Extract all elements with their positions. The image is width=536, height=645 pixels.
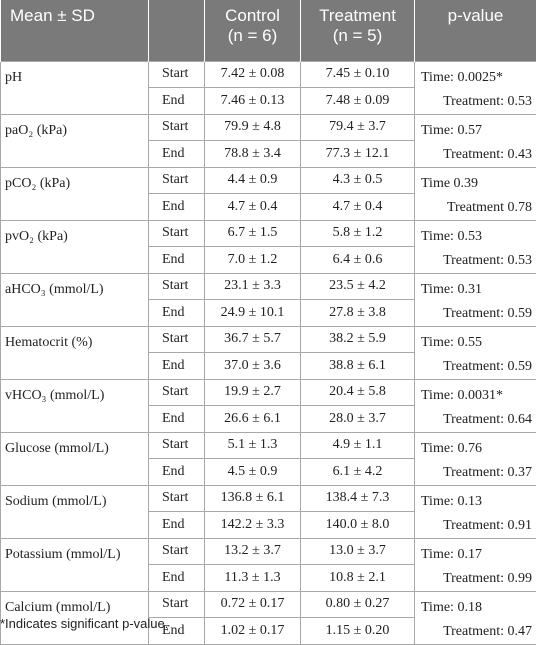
control-start-value: 19.9 ± 2.7 — [205, 379, 301, 406]
control-start-value: 13.2 ± 3.7 — [205, 538, 301, 565]
table-row — [1, 273, 536, 300]
p-treatment: Treatment: 0.59 — [421, 355, 532, 379]
p-treatment: Treatment: 0.47 — [421, 620, 532, 644]
header-condition — [149, 0, 205, 61]
treatment-start-value: 4.9 ± 1.1 — [301, 432, 415, 459]
footnote: *Indicates significant p-value. — [0, 616, 168, 631]
p-treatment: Treatment 0.78 — [421, 196, 532, 220]
header-mean-sd: Mean ± SD — [1, 0, 149, 61]
control-end-value: 7.46 ± 0.13 — [205, 88, 301, 115]
p-treatment: Treatment: 0.43 — [421, 143, 532, 167]
control-start-value: 36.7 ± 5.7 — [205, 326, 301, 353]
control-end-value: 11.3 ± 1.3 — [205, 565, 301, 592]
p-time: Time: 0.55 — [421, 331, 532, 355]
condition-start: Start — [149, 61, 205, 88]
control-end-value: 142.2 ± 3.3 — [205, 512, 301, 539]
p-time: Time: 0.76 — [421, 437, 532, 461]
treatment-end-value: 6.4 ± 0.6 — [301, 247, 415, 274]
condition-end: End — [149, 88, 205, 115]
header-treatment-n: (n = 5) — [307, 26, 408, 46]
p-treatment: Treatment: 0.53 — [421, 249, 532, 273]
treatment-start-value: 0.80 ± 0.27 — [301, 591, 415, 618]
table-row — [1, 61, 536, 88]
variable-cell: Glucose (mmol/L) — [1, 432, 149, 485]
condition-end: End — [149, 565, 205, 592]
condition-start: Start — [149, 432, 205, 459]
treatment-start-value: 13.0 ± 3.7 — [301, 538, 415, 565]
control-end-value: 7.0 ± 1.2 — [205, 247, 301, 274]
table-row — [1, 114, 536, 141]
p-time: Time: 0.0031* — [421, 384, 532, 408]
p-time: Time: 0.13 — [421, 490, 532, 514]
treatment-start-value: 4.3 ± 0.5 — [301, 167, 415, 194]
variable-cell: pvO₂ (kPa) — [1, 220, 149, 273]
condition-end: End — [149, 247, 205, 274]
table-row — [1, 326, 536, 353]
variable-cell: Sodium (mmol/L) — [1, 485, 149, 538]
p-value-cell — [415, 61, 536, 114]
header-p-value: p-value — [415, 0, 536, 61]
table-row — [1, 432, 536, 459]
control-end-value: 26.6 ± 6.1 — [205, 406, 301, 433]
treatment-start-value: 38.2 ± 5.9 — [301, 326, 415, 353]
control-start-value: 6.7 ± 1.5 — [205, 220, 301, 247]
condition-start: Start — [149, 114, 205, 141]
variable-cell: aHCO₃ (mmol/L) — [1, 273, 149, 326]
treatment-start-value: 79.4 ± 3.7 — [301, 114, 415, 141]
header-treatment — [301, 0, 415, 61]
condition-end: End — [149, 618, 205, 645]
control-start-value: 79.9 ± 4.8 — [205, 114, 301, 141]
condition-end: End — [149, 406, 205, 433]
control-end-value: 4.7 ± 0.4 — [205, 194, 301, 221]
condition-end: End — [149, 512, 205, 539]
p-time: Time 0.39 — [421, 172, 532, 196]
control-start-value: 4.4 ± 0.9 — [205, 167, 301, 194]
treatment-start-value: 20.4 ± 5.8 — [301, 379, 415, 406]
condition-start: Start — [149, 220, 205, 247]
p-time: Time: 0.53 — [421, 225, 532, 249]
p-treatment: Treatment: 0.91 — [421, 514, 532, 538]
treatment-end-value: 10.8 ± 2.1 — [301, 565, 415, 592]
treatment-start-value: 5.8 ± 1.2 — [301, 220, 415, 247]
control-end-value: 4.5 ± 0.9 — [205, 459, 301, 486]
treatment-end-value: 4.7 ± 0.4 — [301, 194, 415, 221]
p-treatment: Treatment: 0.53 — [421, 90, 532, 114]
variable-cell: Potassium (mmol/L) — [1, 538, 149, 591]
control-end-value: 78.8 ± 3.4 — [205, 141, 301, 168]
condition-end: End — [149, 141, 205, 168]
p-time: Time: 0.0025* — [421, 66, 532, 90]
treatment-start-value: 23.5 ± 4.2 — [301, 273, 415, 300]
treatment-end-value: 28.0 ± 3.7 — [301, 406, 415, 433]
table-row — [1, 485, 536, 512]
control-start-value: 23.1 ± 3.3 — [205, 273, 301, 300]
condition-end: End — [149, 194, 205, 221]
control-end-value: 37.0 ± 3.6 — [205, 353, 301, 380]
table-row — [1, 220, 536, 247]
p-value-cell — [415, 379, 536, 432]
condition-start: Start — [149, 167, 205, 194]
header-control-n: (n = 6) — [211, 26, 294, 46]
table-body — [1, 61, 536, 644]
header-treatment-label: Treatment — [307, 6, 408, 26]
condition-start: Start — [149, 326, 205, 353]
p-treatment: Treatment: 0.59 — [421, 302, 532, 326]
p-value-cell — [415, 326, 536, 379]
p-value-cell — [415, 220, 536, 273]
table-row — [1, 591, 536, 618]
p-value-cell — [415, 485, 536, 538]
control-start-value: 136.8 ± 6.1 — [205, 485, 301, 512]
table-row — [1, 379, 536, 406]
p-time: Time: 0.57 — [421, 119, 532, 143]
condition-end: End — [149, 353, 205, 380]
control-start-value: 0.72 ± 0.17 — [205, 591, 301, 618]
condition-end: End — [149, 459, 205, 486]
p-treatment: Treatment: 0.99 — [421, 567, 532, 591]
variable-cell: vHCO₃ (mmol/L) — [1, 379, 149, 432]
condition-end: End — [149, 300, 205, 327]
p-time: Time: 0.18 — [421, 596, 532, 620]
treatment-end-value: 1.15 ± 0.20 — [301, 618, 415, 645]
condition-start: Start — [149, 485, 205, 512]
variable-cell: Calcium (mmol/L) — [1, 591, 149, 644]
header-control-label: Control — [211, 6, 294, 26]
p-time: Time: 0.17 — [421, 543, 532, 567]
variable-cell: pH — [1, 61, 149, 114]
table-row — [1, 167, 536, 194]
condition-start: Start — [149, 379, 205, 406]
variable-cell: pCO₂ (kPa) — [1, 167, 149, 220]
treatment-end-value: 38.8 ± 6.1 — [301, 353, 415, 380]
control-start-value: 7.42 ± 0.08 — [205, 61, 301, 88]
p-value-cell — [415, 167, 536, 220]
p-value-cell — [415, 591, 536, 644]
p-value-cell — [415, 432, 536, 485]
p-value-cell — [415, 538, 536, 591]
condition-start: Start — [149, 591, 205, 618]
condition-start: Start — [149, 273, 205, 300]
condition-start: Start — [149, 538, 205, 565]
p-value-cell — [415, 273, 536, 326]
treatment-start-value: 7.45 ± 0.10 — [301, 61, 415, 88]
variable-cell: paO₂ (kPa) — [1, 114, 149, 167]
control-start-value: 5.1 ± 1.3 — [205, 432, 301, 459]
control-end-value: 1.02 ± 0.17 — [205, 618, 301, 645]
treatment-start-value: 138.4 ± 7.3 — [301, 485, 415, 512]
p-treatment: Treatment: 0.37 — [421, 461, 532, 485]
p-time: Time: 0.31 — [421, 278, 532, 302]
treatment-end-value: 6.1 ± 4.2 — [301, 459, 415, 486]
treatment-end-value: 140.0 ± 8.0 — [301, 512, 415, 539]
p-value-cell — [415, 114, 536, 167]
table-row — [1, 538, 536, 565]
treatment-end-value: 77.3 ± 12.1 — [301, 141, 415, 168]
treatment-end-value: 7.48 ± 0.09 — [301, 88, 415, 115]
treatment-end-value: 27.8 ± 3.8 — [301, 300, 415, 327]
control-end-value: 24.9 ± 10.1 — [205, 300, 301, 327]
variable-cell: Hematocrit (%) — [1, 326, 149, 379]
header-control — [205, 0, 301, 61]
p-treatment: Treatment: 0.64 — [421, 408, 532, 432]
table-header-row — [1, 0, 536, 61]
